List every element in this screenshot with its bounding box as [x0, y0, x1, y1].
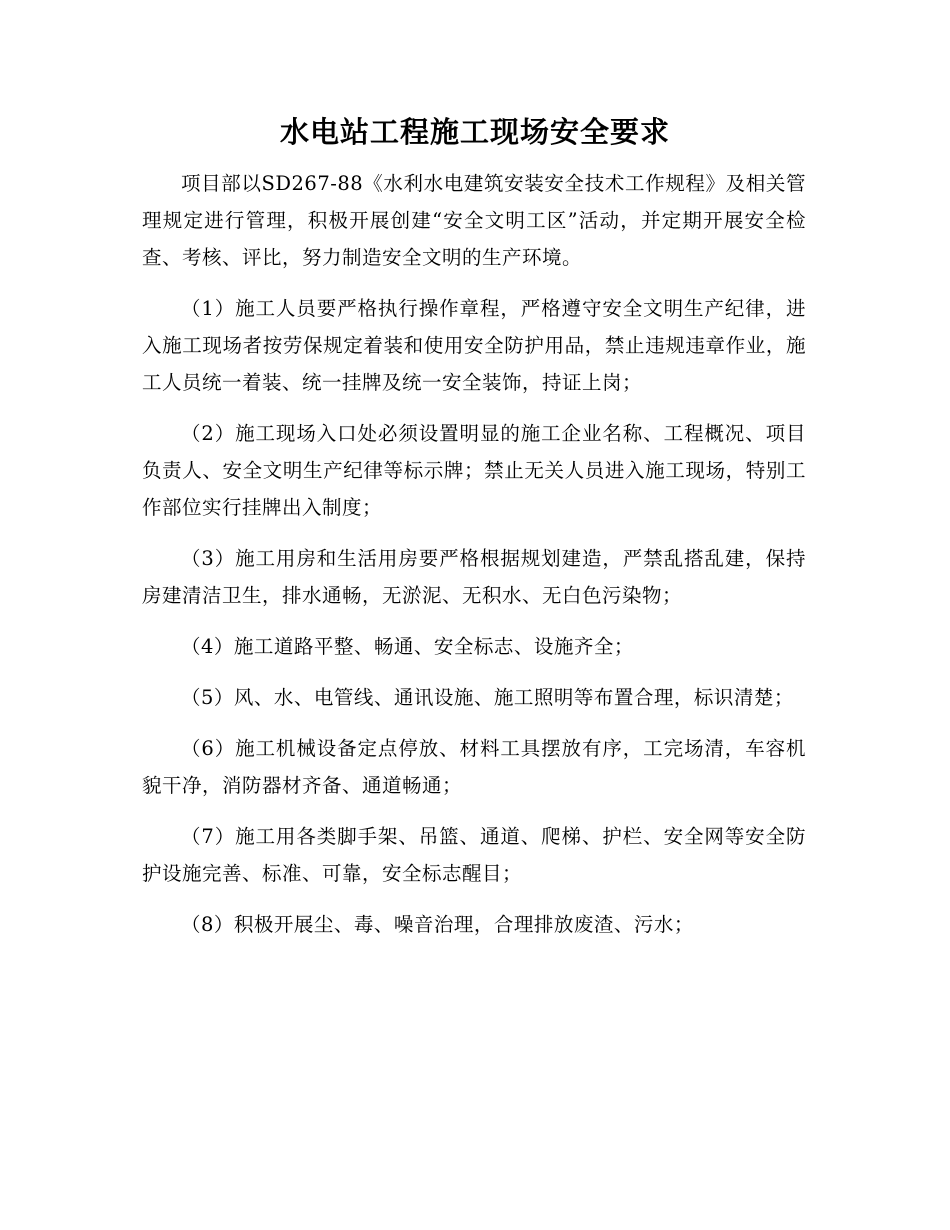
item-paragraph-4: （4）施工道路平整、畅通、安全标志、设施齐全； [181, 635, 634, 658]
item-paragraph-8: （8）积极开展尘、毒、噪音治理，合理排放废渣、污水； [181, 913, 694, 936]
item-paragraph-7: （7）施工用各类脚手架、吊篮、通道、爬梯、护栏、安全网等安全防护设施完善、标准、可靠，安全标志醒目； [142, 825, 806, 885]
document-body [142, 165, 806, 943]
item-paragraph-3: （3）施工用房和生活用房要严格根据规划建造，严禁乱搭乱建，保持房建清洁卫生，排水通畅，无淤泥、无积水、无白色污染物； [142, 547, 806, 607]
document-title: 水电站工程施工现场安全要求 [279, 115, 670, 149]
item-paragraph-5: （5）风、水、电管线、通讯设施、施工照明等布置合理，标识清楚； [181, 686, 794, 709]
item-paragraph-6: （6）施工机械设备定点停放、材料工具摆放有序，工完场清，车容机貌干净，消防器材齐备、通道畅通； [142, 737, 806, 797]
intro-paragraph: 项目部以SD267-88《水利水电建筑安装安全技术工作规程》及相关管理规定进行管理，积极开展创建“安全文明工区”活动，并定期开展安全检查、考核、评比，努力制造安全文明的生产环境。 [142, 172, 806, 269]
item-paragraph-1: （1）施工人员要严格执行操作章程，严格遵守安全文明生产纪律，进入施工现场者按劳保规定着装和使用安全防护用品，禁止违规违章作业，施工人员统一着装、统一挂牌及统一安全装饰，持证上岗； [142, 297, 806, 394]
item-paragraph-2: （2）施工现场入口处必须设置明显的施工企业名称、工程概况、项目负责人、安全文明生产纪律等标示牌；禁止无关人员进入施工现场，特别工作部位实行挂牌出入制度； [142, 422, 806, 519]
